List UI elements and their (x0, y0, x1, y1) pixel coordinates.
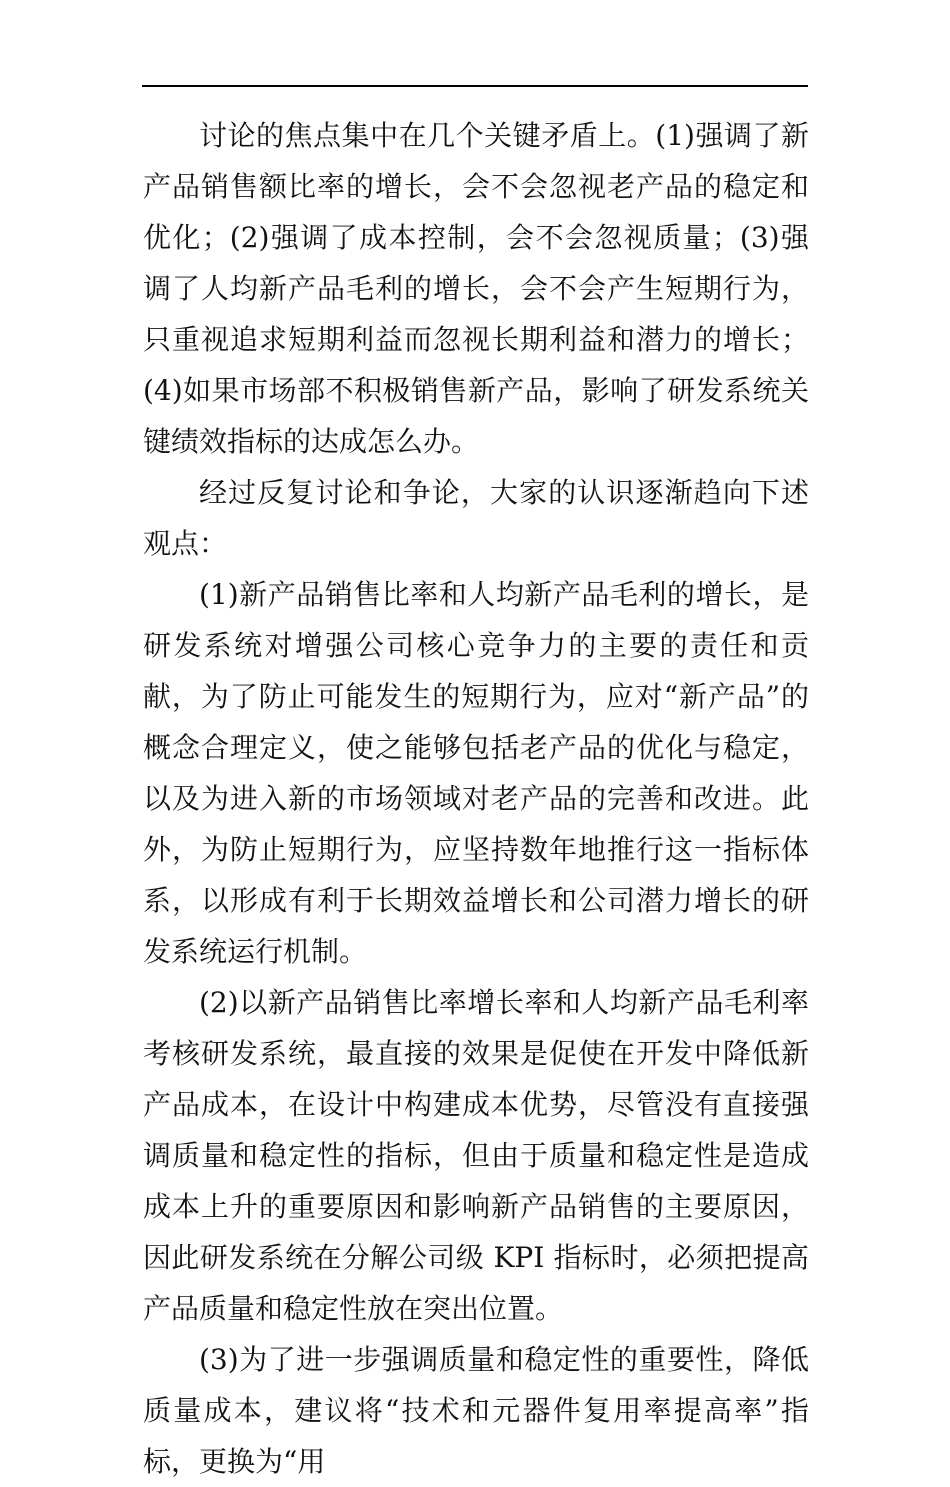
header-rule (142, 85, 808, 87)
document-body (143, 110, 809, 1487)
paragraph-consensus-intro: 经过反复讨论和争论，大家的认识逐渐趋向下述观点： (143, 476, 809, 560)
paragraph-point-2: (2)以新产品销售比率增长率和人均新产品毛利率考核研发系统，最直接的效果是促使在开发中降低新产品成本，在设计中构建成本优势，尽管没有直接强调质量和稳定性的指标，但由于质量和稳定性是造成成本上升的重要原因和影响新产品销售的主要原因，因此研发系统在分解公司级 KPI 指标时，必须把提高产品质量和稳定性放在突出位置。 (143, 986, 809, 1325)
paragraph-point-3: (3)为了进一步强调质量和稳定性的重要性，降低质量成本，建议将“技术和元器件复用率提高率”指标，更换为“用 (143, 1343, 809, 1478)
paragraph-key-contradictions: 讨论的焦点集中在几个关键矛盾上。(1)强调了新产品销售额比率的增长，会不会忽视老产品的稳定和优化；(2)强调了成本控制，会不会忽视质量；(3)强调了人均新产品毛利的增长，会不会产生短期行为，只重视追求短期利益而忽视长期利益和潜力的增长；(4)如果市场部不积极销售新产品，影响了研发系统关键绩效指标的达成怎么办。 (143, 119, 809, 458)
paragraph-point-1: (1)新产品销售比率和人均新产品毛利的增长，是研发系统对增强公司核心竞争力的主要的责任和贡献，为了防止可能发生的短期行为，应对“新产品”的概念合理定义，使之能够包括老产品的优化与稳定，以及为进入新的市场领域对老产品的完善和改进。此外，为防止短期行为，应坚持数年地推行这一指标体系，以形成有利于长期效益增长和公司潜力增长的研发系统运行机制。 (143, 578, 809, 968)
